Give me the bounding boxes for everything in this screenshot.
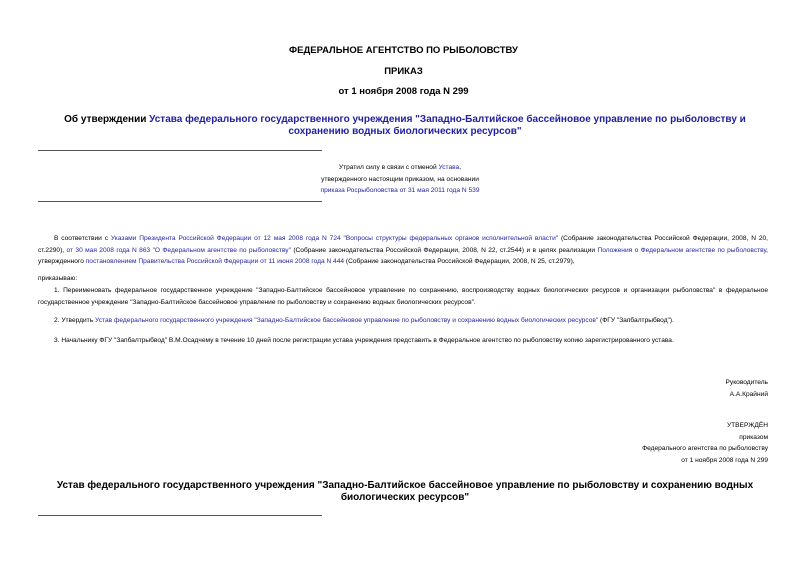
agency-heading: ФЕДЕРАЛЬНОЕ АГЕНТСТВО ПО РЫБОЛОВСТВУ [289, 45, 518, 56]
preamble-paragraph [38, 233, 768, 268]
status-note [200, 162, 600, 197]
approval-line3: Федерального агентства по рыболовству [642, 445, 768, 453]
status-note-line3 [200, 185, 600, 197]
presidential-decree-724-link[interactable]: Указами Президента Российской Федерации от 12 мая 2008 года N 724 "Вопросы структуры федеральных органов исполнительной власти" [110, 235, 559, 242]
order-item-2 [38, 315, 768, 327]
divider-bottom [38, 515, 322, 516]
signature-block [500, 377, 768, 400]
charter-title: Устав федерального государственного учреждения "Западно-Балтийское бассейновое управление по рыболовству и сохранению водных биологических ресурсов" [56, 480, 754, 503]
charter-link[interactable]: Устава [438, 164, 460, 171]
status-note-text: Утратил силу в связи с отменой [338, 164, 439, 171]
approval-line4: от 1 ноября 2008 года N 299 [681, 456, 768, 464]
order-item-1: 1. Переименовать федеральное государственное учреждение "Западно-Балтийское бассейновое управление по сохранению, воспроизводству водных биологических ресурсов и организации рыболовства" в федеральное государственное учреждение "Западно-Балтийское бассейновое управление по рыболовству и сохранению водных биологических ресурсов". [38, 287, 768, 306]
preamble-text-3: (Собрание законодательства Российской Федерации, 2008, N 22, ст.2544) и в целях реализации [290, 246, 598, 254]
preamble-text-1: В соответствии с [54, 235, 111, 242]
order-item-3: 3. Начальнику ФГУ "Запбалтрыбвод" В.М.Осадчему в течение 10 дней после регистрации устава учреждения представить в Федеральное агентство по рыболовству копию зарегистрированного устава. [54, 337, 674, 344]
charter-approval-link[interactable]: Устав федерального государственного учреждения "Западно-Балтийское бассейновое управление по рыболовству и сохранению водных биологических ресурсов" [94, 317, 599, 324]
preamble-text-5: (Собрание законодательства Российской Федерации, 2008, N 25, ст.2979), [344, 258, 575, 266]
repeal-order-link[interactable]: приказа Росрыболовства от 31 мая 2011 года N 539 [320, 187, 480, 195]
government-resolution-444-link[interactable]: постановлением Правительства Российской Федерации от 11 июня 2008 года N 444 [85, 258, 345, 266]
presidential-decree-863-link[interactable]: от 30 мая 2008 года N 863 "О Федеральном агентстве по рыболовству" [66, 246, 291, 254]
divider-top [38, 150, 322, 151]
title-prefix: Об утверждении [64, 114, 150, 125]
approval-block [500, 420, 768, 466]
approval-line1: УТВЕРЖДЁН [726, 422, 768, 429]
approval-line2: приказом [739, 433, 768, 441]
divider-middle [38, 201, 322, 202]
doc-date-heading: от 1 ноября 2008 года N 299 [338, 86, 469, 97]
status-note-line1 [200, 162, 600, 174]
item2-suffix: (ФГУ "Запбалтрыбвод"). [598, 317, 674, 324]
preamble-text-2: (Собрание законодательства Российской Федерации, 2008, N 20, ст.2290), [38, 235, 769, 254]
status-note-comma: , [459, 164, 462, 171]
status-note-line2: утвержденного настоящим приказом, на основании [321, 175, 479, 183]
signature-name: А.А.Крайний [729, 390, 768, 398]
charter-title-link[interactable]: Устава федерального государственного учреждения "Западно-Балтийское бассейновое управление по рыболовству и сохранению водных биологических ресурсов" [149, 114, 746, 137]
agency-regulation-link[interactable]: Положения о Федеральном агентстве по рыболовству [597, 246, 767, 254]
preamble-text-4: , утвержденного [38, 246, 769, 266]
item2-prefix: 2. Утвердить [54, 317, 95, 324]
order-word: приказываю: [38, 275, 78, 282]
doc-type-heading: ПРИКАЗ [384, 66, 423, 77]
signature-role: Руководитель [725, 379, 768, 386]
order-title [40, 114, 770, 138]
